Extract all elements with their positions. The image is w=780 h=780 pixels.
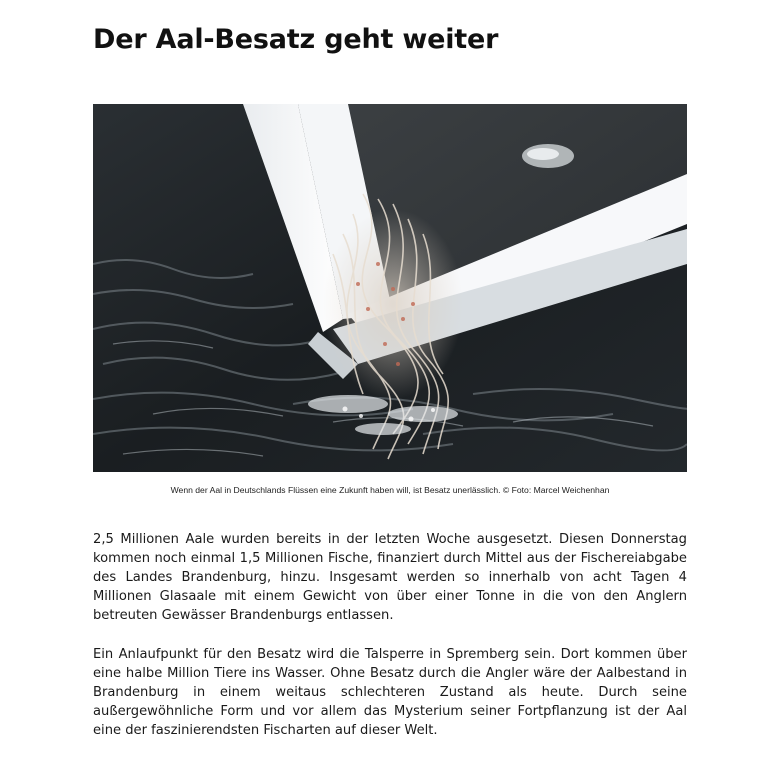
article-title: Der Aal-Besatz geht weiter: [93, 24, 499, 55]
glass-eels-release-photo: [93, 104, 687, 472]
article-paragraph-1: 2,5 Millionen Aale wurden bereits in der letzten Woche ausgesetzt. Diesen Donnerstag kommen noch einmal 1,5 Millionen Fische, finanziert durch Mittel aus der Fischereiabgabe des Landes Brandenburg, hinzu. Insgesamt werden so innerhalb von acht Tagen 4 Millionen Glasaale mit einem Gewicht von über einer Tonne in die von den Anglern betreuten Gewässer Brandenburgs entlassen.: [93, 532, 687, 623]
article-photo: [93, 104, 687, 472]
article-paragraph-2: Ein Anlaufpunkt für den Besatz wird die Talsperre in Spremberg sein. Dort kommen über eine halbe Million Tiere ins Wasser. Ohne Besatz durch die Angler wäre der Aalbestand in Brandenburg in einem weitaus schlechteren Zustand als heute. Durch seine außergewöhnliche Form und vor allem das Mysterium seiner Fortpflanzung ist der Aal eine der faszinierendsten Fischarten auf dieser Welt.: [93, 647, 687, 738]
photo-caption: Wenn der Aal in Deutschlands Flüssen eine Zukunft haben will, ist Besatz unerlässlich. © Foto: Marcel Weichenhan: [170, 485, 610, 495]
